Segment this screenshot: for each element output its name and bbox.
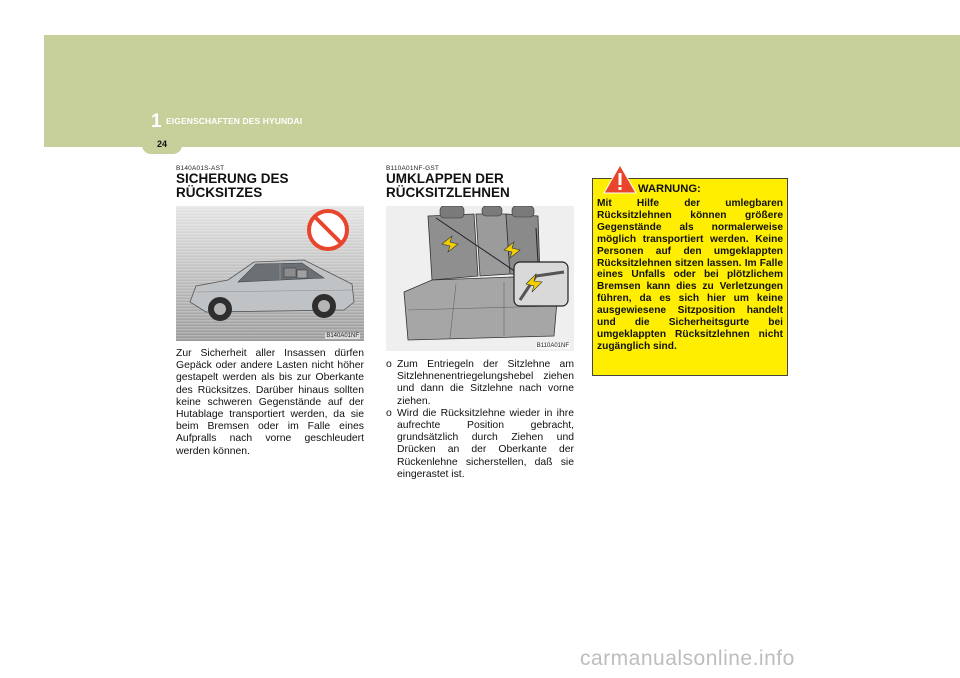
watermark: carmanualsonline.info	[580, 647, 795, 670]
section-fold-rear-seat	[386, 165, 574, 481]
car-illustration	[176, 206, 364, 341]
bullet-marker: o	[386, 407, 392, 419]
car-luggage-image	[176, 206, 364, 341]
instruction-list	[386, 359, 574, 481]
section-rear-seat-securing	[176, 165, 364, 458]
list-item-text: Wird die Rücksitzlehne wieder in ihre aufrechte Position gebracht, grundsätzlich durch Ziehen und Drücken an der Oberkante der Rückenlehne sicherstellen, daß sie eingerastet ist.	[397, 407, 574, 480]
chapter-number: 1	[151, 111, 162, 132]
rear-seat-image	[386, 206, 574, 351]
warning-box	[592, 178, 788, 376]
list-item	[386, 408, 574, 481]
section-code: B110A01NF-GST	[386, 165, 440, 172]
section-title: UMKLAPPEN DER RÜCKSITZLEHNEN	[386, 171, 510, 200]
warning-title: WARNUNG:	[638, 183, 701, 195]
rear-seat-illustration	[386, 206, 574, 351]
chapter-title: EIGENSCHAFTEN DES HYUNDAI	[166, 116, 303, 126]
image-caption: B110A01NF	[536, 343, 569, 349]
warning-icon	[603, 164, 637, 194]
page-number: 24	[156, 139, 167, 149]
prohibition-icon	[309, 211, 347, 249]
header-band	[44, 35, 960, 147]
bullet-marker: o	[386, 359, 392, 370]
list-item	[386, 359, 574, 408]
section-body: Zur Sicherheit aller Insassen dürfen Gepäck oder andere Lasten nicht höher gestapelt werden als bis zur Oberkante des Rücksitzes. Darüber hinaus sollten keine schweren Gegenstände auf der Hutablage transportiert werden, da sie beim Bremsen oder im Falle eines Aufpralls nach vorne geschleudert werden können.	[176, 348, 364, 457]
warning-text: Mit Hilfe der umlegbaren Rücksitzlehnen können größere Gegenstände als normalerweise möglich transportiert werden. Keine Personen auf den umgeklappten Rücksitzlehnen sitzen lassen. Im Falle eines Unfalls oder bei plötzlichem Bremsen kann dies zu Verletzungen führen, da es sich hier um keine ausgewiesene Sitzposition handelt und die Sicherheitsgurte bei umgeklappten Rücksitzlehnen nicht zugänglich sind.	[597, 198, 783, 352]
section-code: B140A01S-AST	[176, 165, 225, 172]
image-caption: B140A01NF	[326, 333, 359, 339]
list-item-text: Zum Entriegeln der Sitzlehne am Sitzlehnenentriegelungshebel ziehen und dann die Sitzlehne nach vorne ziehen.	[397, 359, 574, 407]
section-title: SICHERUNG DES RÜCKSITZES	[176, 171, 289, 200]
